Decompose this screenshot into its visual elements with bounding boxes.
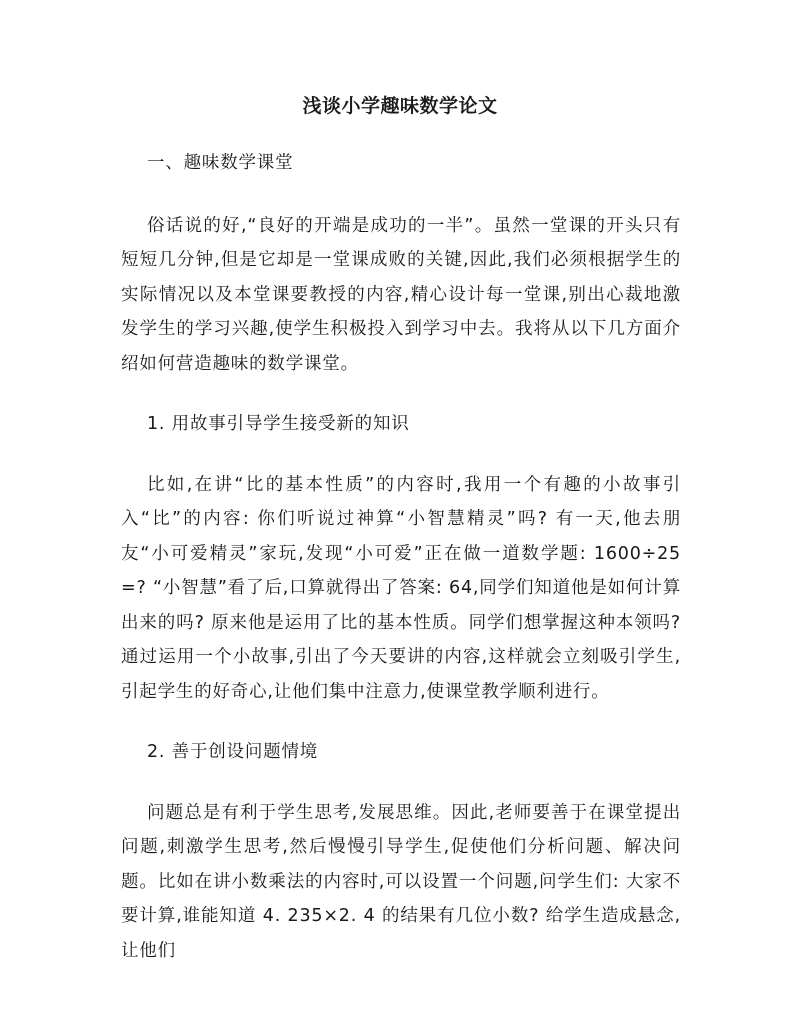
- paragraph: 俗话说的好,“良好的开端是成功的一半”。虽然一堂课的开头只有短短几分钟,但是它却是一堂课成败的关键,因此,我们必须根据学生的实际情况以及本堂课要教授的内容,精心设计每一堂课,别出心裁地激发学生的学习兴趣,使学生积极投入到学习中去。我将从以下几方面介绍如何营造趣味的数学课堂。: [121, 215, 681, 374]
- paragraph: 比如,在讲“比的基本性质”的内容时,我用一个有趣的小故事引入“比”的内容: 你们听说过神算“小智慧精灵”吗? 有一天,他去朋友“小可爱精灵”家玩,发现“小可爱”正在做一道数学题: 1600÷25 =? “小智慧”看了后,口算就得出了答案: 64,同学们知道他是如何计算出来的吗? 原来他是运用了比的基本性质。同学们想掌握这种本领吗? 通过运用一个小故事,引出了今天要讲的内容,这样就会立刻吸引学生,引起学生的好奇心,让他们集中注意力,使课堂教学顺利进行。: [121, 474, 681, 702]
- document-body: [121, 146, 681, 994]
- section-heading: 1. 用故事引导学生接受新的知识: [147, 414, 410, 434]
- document-title: 浅谈小学趣味数学论文: [302, 95, 498, 117]
- section-heading: 2. 善于创设问题情境: [147, 742, 319, 762]
- section-heading: 一、趣味数学课堂: [147, 153, 294, 173]
- paragraph: 问题总是有利于学生思考,发展思维。因此,老师要善于在课堂提出问题,刺激学生思考,然后慢慢引导学生,促使他们分析问题、解决问题。比如在讲小数乘法的内容时,可以设置一个问题,问学生们: 大家不要计算,谁能知道 4. 235×2. 4 的结果有几位小数? 给学生造成悬念,让他们: [121, 802, 681, 961]
